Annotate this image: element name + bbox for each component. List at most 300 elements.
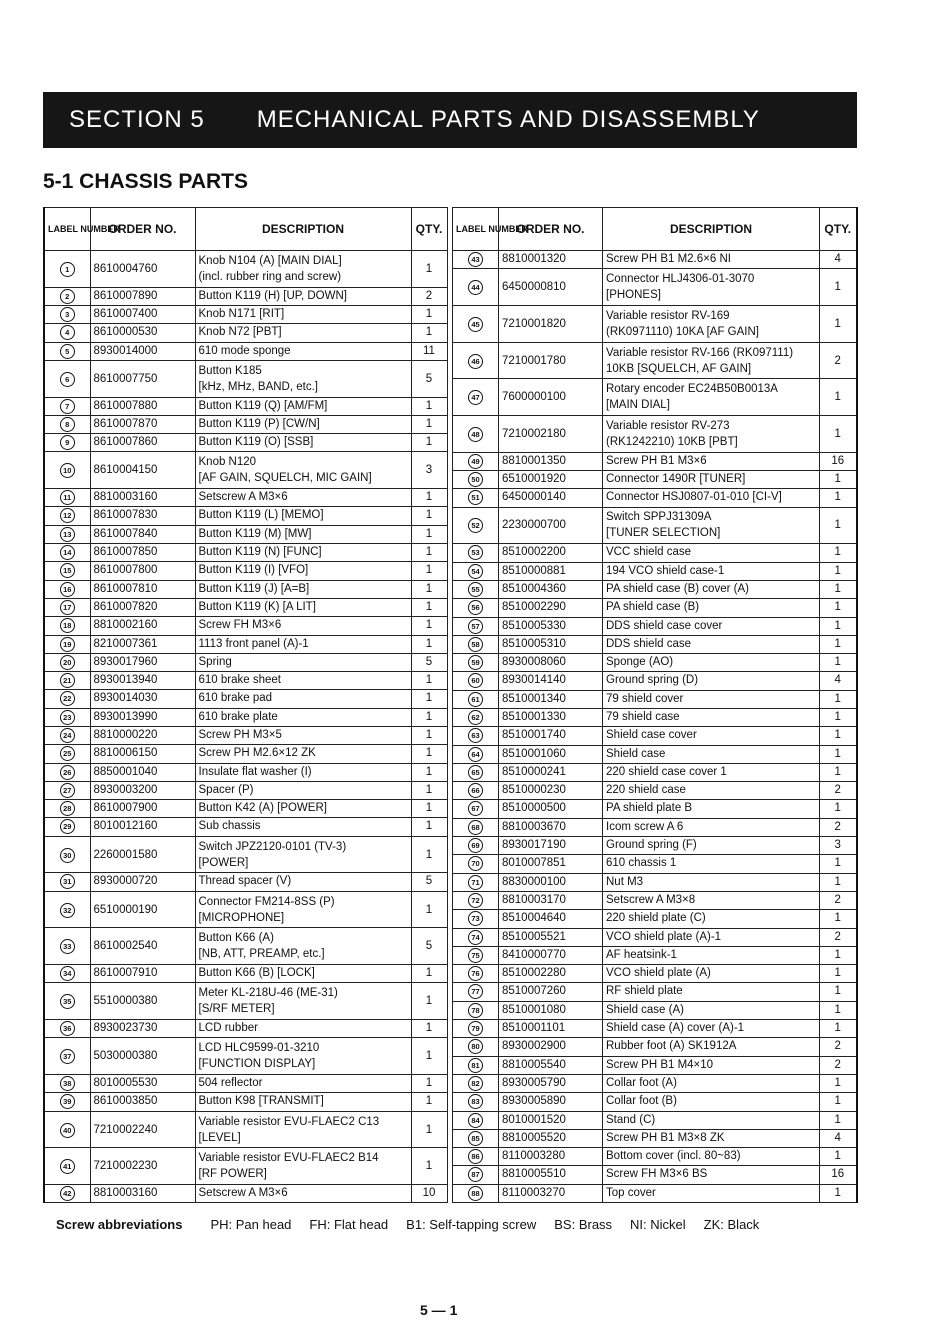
abbreviation-item: PH: Pan head <box>210 1217 292 1232</box>
table-row <box>453 873 857 891</box>
label-number-cell <box>44 1148 90 1185</box>
quantity-cell: 2 <box>820 782 857 800</box>
description-line: Screw PH M3×5 <box>198 729 282 741</box>
description-line: (incl. rubber ring and screw) <box>198 270 342 283</box>
description-line: AF heatsink-1 <box>606 948 677 961</box>
table-row <box>44 342 447 360</box>
order-number-cell: 8610002540 <box>90 928 195 965</box>
order-number-cell: 8610003850 <box>90 1093 195 1111</box>
label-number-cell <box>44 763 90 781</box>
label-number: 28 <box>60 801 75 816</box>
description-cell <box>195 251 411 288</box>
order-number-cell: 8510004640 <box>499 910 603 928</box>
order-number-cell: 8930014000 <box>90 342 195 360</box>
order-number-cell: 8510005521 <box>499 928 603 946</box>
order-number-cell: 8810003670 <box>499 818 603 836</box>
parts-table-left <box>43 207 448 1203</box>
quantity-cell: 1 <box>411 434 447 452</box>
description-cell <box>195 800 411 818</box>
label-number: 55 <box>468 582 483 597</box>
label-number-cell <box>44 1111 90 1148</box>
order-number-cell: 8610007750 <box>90 360 195 397</box>
description-line: Spacer (P) <box>198 783 254 796</box>
description-cell <box>603 745 820 763</box>
label-number: 73 <box>468 911 483 926</box>
order-number-cell: 8930017190 <box>499 837 603 855</box>
order-number-cell: 2230000700 <box>499 507 603 544</box>
label-number-cell <box>453 544 499 562</box>
label-number-cell <box>44 489 90 507</box>
order-number-cell: 7210002230 <box>90 1148 195 1185</box>
col-label-header: LABEL NUMBER <box>453 208 499 251</box>
label-number-cell <box>44 800 90 818</box>
description-line: PA shield case (B) cover (A) <box>606 582 749 595</box>
order-number-cell: 8610007840 <box>90 525 195 543</box>
label-number-cell <box>453 818 499 836</box>
description-cell <box>195 763 411 781</box>
order-number-cell: 8510001101 <box>499 1020 603 1038</box>
label-number: 14 <box>60 545 75 560</box>
label-number-cell <box>453 910 499 928</box>
table-row <box>44 397 447 415</box>
label-number-cell <box>453 855 499 873</box>
description-line: Spring <box>198 655 232 668</box>
quantity-cell: 2 <box>820 891 857 909</box>
quantity-cell: 1 <box>820 1001 857 1019</box>
description-line: Screw PH B1 M3×8 ZK <box>606 1131 725 1144</box>
label-number: 42 <box>60 1186 75 1201</box>
order-number-cell: 8930014140 <box>499 672 603 690</box>
quantity-cell: 1 <box>820 727 857 745</box>
table-row <box>453 1184 857 1202</box>
label-number: 47 <box>468 390 483 405</box>
table-row <box>44 818 447 836</box>
table-row <box>453 562 857 580</box>
table-row <box>453 580 857 598</box>
description-line: 194 VCO shield case-1 <box>606 564 725 577</box>
label-number-cell <box>44 891 90 928</box>
label-number-cell <box>453 269 499 306</box>
table-row <box>453 837 857 855</box>
label-number-cell <box>44 598 90 616</box>
label-number-cell <box>44 672 90 690</box>
description-cell <box>195 452 411 489</box>
description-cell <box>603 983 820 1001</box>
order-number-cell: 8810002160 <box>90 617 195 635</box>
description-line: Button K185 <box>198 364 262 377</box>
description-cell <box>195 635 411 653</box>
quantity-cell: 3 <box>820 837 857 855</box>
order-number-cell: 8110003270 <box>499 1184 603 1202</box>
description-line: Connector HSJ0807-01-010 [CI-V] <box>606 491 782 504</box>
description-line: Button K98 [TRANSMIT] <box>198 1095 324 1108</box>
quantity-cell: 1 <box>820 379 857 416</box>
label-number-cell <box>453 654 499 672</box>
quantity-cell: 1 <box>820 507 857 544</box>
description-cell <box>603 452 820 470</box>
label-number: 65 <box>468 765 483 780</box>
description-line: Setscrew A M3×8 <box>606 893 696 906</box>
label-number: 63 <box>468 728 483 743</box>
order-number-cell: 8510002200 <box>499 544 603 562</box>
quantity-cell: 5 <box>411 360 447 397</box>
label-number: 16 <box>60 582 75 597</box>
description-line: 220 shield case <box>606 784 686 797</box>
table-row <box>44 836 447 873</box>
table-row <box>453 635 857 653</box>
description-line: Variable resistor EVU-FLAEC2 B14 <box>198 1152 379 1165</box>
label-number-cell <box>453 782 499 800</box>
label-number: 76 <box>468 966 483 981</box>
order-number-cell: 8810000220 <box>90 727 195 745</box>
label-number: 38 <box>60 1076 75 1091</box>
description-cell <box>195 507 411 525</box>
table-row <box>44 617 447 635</box>
description-cell <box>603 654 820 672</box>
quantity-cell: 1 <box>411 635 447 653</box>
quantity-cell: 4 <box>820 1129 857 1147</box>
table-row <box>453 928 857 946</box>
quantity-cell: 1 <box>820 855 857 873</box>
label-number: 19 <box>60 637 75 652</box>
order-number-cell: 7210002240 <box>90 1111 195 1148</box>
description-cell <box>603 617 820 635</box>
label-number-cell <box>453 1093 499 1111</box>
section-banner <box>43 92 857 148</box>
table-row <box>453 855 857 873</box>
order-number-cell: 8810006150 <box>90 745 195 763</box>
quantity-cell: 1 <box>411 672 447 690</box>
order-number-cell: 6450000810 <box>499 269 603 306</box>
label-number: 34 <box>60 966 75 981</box>
label-number-cell <box>44 965 90 983</box>
label-number: 72 <box>468 893 483 908</box>
order-number-cell: 8930013940 <box>90 672 195 690</box>
description-line: Meter KL-218U-46 (ME-31) <box>198 987 338 1000</box>
description-line: PA shield case (B) <box>606 601 700 614</box>
description-line: 610 mode sponge <box>198 344 291 357</box>
label-number-cell <box>453 617 499 635</box>
abbreviation-item: FH: Flat head <box>309 1217 389 1232</box>
order-number-cell: 8810005510 <box>499 1166 603 1184</box>
order-number-cell: 8810003160 <box>90 489 195 507</box>
description-line: Button K119 (K) [A LIT] <box>198 600 316 613</box>
description-line: Stand (C) <box>606 1113 656 1126</box>
order-number-cell: 7210001820 <box>499 305 603 342</box>
label-number: 75 <box>468 948 483 963</box>
description-cell <box>195 1093 411 1111</box>
order-number-cell: 8510001740 <box>499 727 603 745</box>
description-cell <box>603 818 820 836</box>
quantity-cell: 5 <box>411 653 447 671</box>
order-number-cell: 8010001520 <box>499 1111 603 1129</box>
label-number: 54 <box>468 564 483 579</box>
label-number: 4 <box>60 325 75 340</box>
label-number: 41 <box>60 1159 75 1174</box>
order-number-cell: 8810005520 <box>499 1129 603 1147</box>
quantity-cell: 1 <box>820 1093 857 1111</box>
order-number-cell: 5030000380 <box>90 1038 195 1075</box>
label-number: 52 <box>468 518 483 533</box>
description-cell <box>195 415 411 433</box>
description-line: Shield case <box>606 747 666 760</box>
description-cell <box>195 342 411 360</box>
description-cell <box>603 635 820 653</box>
label-number: 11 <box>60 490 75 505</box>
quantity-cell: 1 <box>411 836 447 873</box>
description-cell <box>603 800 820 818</box>
description-line: RF shield plate <box>606 985 683 998</box>
description-cell <box>603 471 820 489</box>
description-line: Knob N72 [PBT] <box>198 326 282 339</box>
table-row <box>44 580 447 598</box>
order-number-cell: 8510005310 <box>499 635 603 653</box>
description-line: Button K119 (Q) [AM/FM] <box>198 399 328 412</box>
label-number-cell <box>453 873 499 891</box>
table-row <box>453 599 857 617</box>
quantity-cell: 2 <box>820 928 857 946</box>
description-cell <box>603 782 820 800</box>
label-number-cell <box>44 305 90 323</box>
table-row <box>44 965 447 983</box>
description-line: Screw FH M3×6 BS <box>606 1168 708 1181</box>
order-number-cell: 8210007361 <box>90 635 195 653</box>
label-number-cell <box>453 965 499 983</box>
table-row <box>453 745 857 763</box>
label-number: 26 <box>60 765 75 780</box>
description-cell <box>603 1074 820 1092</box>
order-number-cell: 8610007800 <box>90 562 195 580</box>
description-line: Shield case cover <box>606 729 697 742</box>
description-line: Knob N104 (A) [MAIN DIAL] <box>198 254 342 267</box>
quantity-cell: 1 <box>411 525 447 543</box>
table-row <box>453 983 857 1001</box>
table-row <box>453 269 857 306</box>
abbreviation-item: BS: Brass <box>554 1217 613 1232</box>
table-row <box>453 1001 857 1019</box>
quantity-cell: 1 <box>411 562 447 580</box>
order-number-cell: 8930008060 <box>499 654 603 672</box>
quantity-cell: 1 <box>820 1074 857 1092</box>
description-line: [MICROPHONE] <box>198 911 285 924</box>
label-number-cell <box>44 836 90 873</box>
description-line: 220 shield plate (C) <box>606 912 706 925</box>
order-number-cell: 8930013990 <box>90 708 195 726</box>
order-number-cell: 8610007860 <box>90 434 195 452</box>
quantity-cell: 1 <box>820 1111 857 1129</box>
description-cell <box>195 891 411 928</box>
order-number-cell: 8610007910 <box>90 965 195 983</box>
order-number-cell: 8510001340 <box>499 690 603 708</box>
quantity-cell: 1 <box>820 489 857 507</box>
order-number-cell: 8610007850 <box>90 544 195 562</box>
description-line: 220 shield case cover 1 <box>606 765 727 778</box>
col-qty-header: QTY. <box>411 208 447 251</box>
description-cell <box>195 1148 411 1185</box>
description-cell <box>603 910 820 928</box>
order-number-cell: 6510000190 <box>90 891 195 928</box>
quantity-cell: 4 <box>820 251 857 269</box>
label-number-cell <box>453 342 499 379</box>
label-number-cell <box>44 452 90 489</box>
description-cell <box>195 873 411 891</box>
label-number: 29 <box>60 819 75 834</box>
quantity-cell: 4 <box>820 672 857 690</box>
quantity-cell: 1 <box>411 544 447 562</box>
description-line: Screw PH B1 M2.6×6 NI <box>606 253 731 265</box>
label-number-cell <box>453 745 499 763</box>
description-cell <box>603 599 820 617</box>
table-row <box>453 654 857 672</box>
order-number-cell: 8610004150 <box>90 452 195 489</box>
description-line: Switch JPZ2120-0101 (TV-3) <box>198 840 347 853</box>
label-number: 31 <box>60 874 75 889</box>
label-number: 86 <box>468 1149 483 1164</box>
quantity-cell: 1 <box>820 965 857 983</box>
description-cell <box>195 580 411 598</box>
label-number: 58 <box>468 637 483 652</box>
description-cell <box>195 727 411 745</box>
label-number-cell <box>44 617 90 635</box>
section-number: SECTION 5 <box>69 106 205 133</box>
description-cell <box>603 305 820 342</box>
description-cell <box>603 946 820 964</box>
label-number: 17 <box>60 600 75 615</box>
description-line: 1113 front panel (A)-1 <box>198 637 309 650</box>
label-number-cell <box>453 891 499 909</box>
description-cell <box>603 672 820 690</box>
table-row <box>453 782 857 800</box>
label-number-cell <box>44 507 90 525</box>
description-line: Variable resistor RV-273 <box>606 419 730 432</box>
label-number-cell <box>44 708 90 726</box>
description-cell <box>603 891 820 909</box>
order-number-cell: 8810001350 <box>499 452 603 470</box>
order-number-cell: 8510000500 <box>499 800 603 818</box>
description-cell <box>195 708 411 726</box>
col-order-header: ORDER NO. <box>499 208 603 251</box>
description-line: Bottom cover (incl. 80~83) <box>606 1150 741 1163</box>
description-cell <box>195 745 411 763</box>
table-row <box>453 672 857 690</box>
table-row <box>44 507 447 525</box>
description-cell <box>195 544 411 562</box>
table-row <box>453 1038 857 1056</box>
description-cell <box>195 781 411 799</box>
label-number-cell <box>44 287 90 305</box>
table-row <box>453 763 857 781</box>
label-number-cell <box>44 1020 90 1038</box>
abbreviations-label: Screw abbreviations <box>56 1217 183 1232</box>
description-cell <box>603 763 820 781</box>
label-number: 18 <box>60 618 75 633</box>
table-row <box>453 910 857 928</box>
label-number: 85 <box>468 1131 483 1146</box>
order-number-cell: 8510005330 <box>499 617 603 635</box>
label-number: 2 <box>60 289 75 304</box>
label-number-cell <box>44 653 90 671</box>
order-number-cell: 8810005540 <box>499 1056 603 1074</box>
description-line: Knob N120 <box>198 456 257 469</box>
abbreviation-item: NI: Nickel <box>630 1217 686 1232</box>
label-number-cell <box>453 599 499 617</box>
description-cell <box>603 1056 820 1074</box>
description-cell <box>195 287 411 305</box>
quantity-cell: 2 <box>411 287 447 305</box>
description-line: Sponge (AO) <box>606 656 674 669</box>
description-line: Button K119 (P) [CW/N] <box>198 417 320 430</box>
table-row <box>44 983 447 1020</box>
table-row <box>44 672 447 690</box>
label-number: 1 <box>60 262 75 277</box>
label-number-cell <box>44 544 90 562</box>
description-cell <box>195 562 411 580</box>
label-number: 71 <box>468 875 483 890</box>
label-number-cell <box>44 1093 90 1111</box>
label-number: 5 <box>60 344 75 359</box>
description-line: VCO shield plate (A) <box>606 967 711 980</box>
label-number-cell <box>453 1166 499 1184</box>
table-row <box>44 562 447 580</box>
description-line: Button K42 (A) [POWER] <box>198 802 327 815</box>
label-number-cell <box>453 452 499 470</box>
order-number-cell: 8610007820 <box>90 598 195 616</box>
description-line: Screw PH M2.6×12 ZK <box>198 747 316 760</box>
page-number: 5 — 1 <box>420 1302 458 1318</box>
label-number: 61 <box>468 692 483 707</box>
description-cell <box>195 525 411 543</box>
description-cell <box>195 983 411 1020</box>
description-line: [TUNER SELECTION] <box>606 527 721 540</box>
quantity-cell: 1 <box>820 763 857 781</box>
description-cell <box>195 1111 411 1148</box>
quantity-cell: 1 <box>820 599 857 617</box>
quantity-cell: 1 <box>411 745 447 763</box>
order-number-cell: 8930005790 <box>499 1074 603 1092</box>
table-row <box>44 251 447 288</box>
order-number-cell: 2260001580 <box>90 836 195 873</box>
table-row <box>453 342 857 379</box>
order-number-cell: 8810003160 <box>90 1185 195 1203</box>
label-number-cell <box>453 1074 499 1092</box>
order-number-cell: 8510000241 <box>499 763 603 781</box>
quantity-cell: 1 <box>411 965 447 983</box>
description-line: 610 chassis 1 <box>606 857 677 870</box>
description-cell <box>195 672 411 690</box>
label-number-cell <box>44 745 90 763</box>
order-number-cell: 8930002900 <box>499 1038 603 1056</box>
quantity-cell: 1 <box>411 305 447 323</box>
order-number-cell: 8610007830 <box>90 507 195 525</box>
label-number: 30 <box>60 848 75 863</box>
label-number: 88 <box>468 1186 483 1201</box>
quantity-cell: 5 <box>411 928 447 965</box>
label-number: 20 <box>60 655 75 670</box>
page-subtitle: 5-1 CHASSIS PARTS <box>43 170 248 193</box>
label-number-cell <box>44 562 90 580</box>
label-number-cell <box>453 1129 499 1147</box>
label-number-cell <box>453 305 499 342</box>
quantity-cell: 2 <box>820 1056 857 1074</box>
label-number-cell <box>453 727 499 745</box>
description-line: Shield case (A) <box>606 1003 684 1016</box>
description-line: Button K119 (M) [MW] <box>198 527 312 540</box>
label-number: 15 <box>60 563 75 578</box>
description-line: Button K66 (A) <box>198 932 274 945</box>
order-number-cell: 6450000140 <box>499 489 603 507</box>
quantity-cell: 3 <box>411 452 447 489</box>
table-row <box>44 287 447 305</box>
